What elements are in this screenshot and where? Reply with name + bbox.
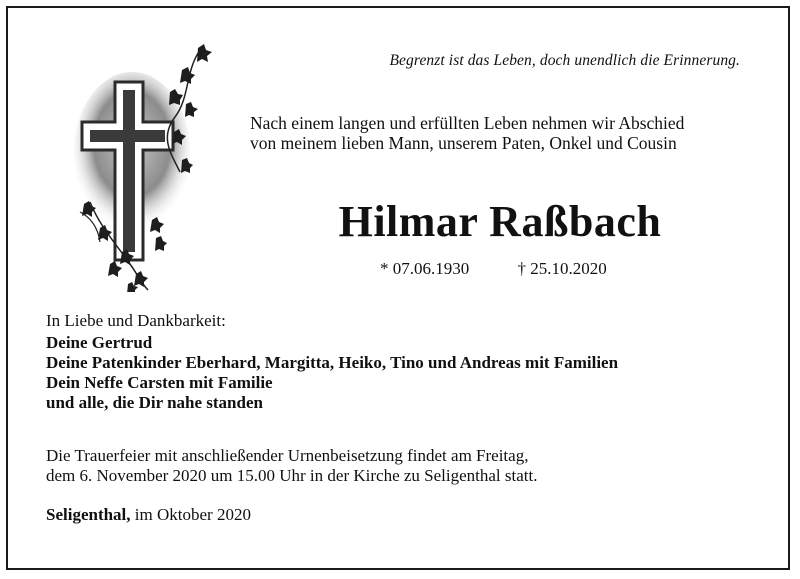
life-dates	[380, 259, 607, 279]
place-date: im Oktober 2020	[130, 505, 251, 524]
place-name: Seligenthal,	[46, 505, 131, 524]
motto-quote: Begrenzt ist das Leben, doch unendlich die Erinnerung.	[389, 52, 740, 69]
mourner-line: Deine Patenkinder Eberhard, Margitta, Heiko, Tino und Andreas mit Familien	[46, 353, 619, 372]
intro-line: Nach einem langen und erfüllten Leben nehmen wir Abschied	[250, 113, 685, 133]
mourner-line: Deine Gertrud	[46, 333, 153, 352]
place-and-date	[46, 505, 251, 525]
death-date: † 25.10.2020	[517, 259, 607, 278]
mourner-line: und alle, die Dir nahe standen	[46, 393, 263, 412]
birth-date: * 07.06.1930	[380, 259, 470, 278]
cross-with-ivy-icon	[70, 42, 220, 292]
intro-text	[250, 113, 770, 153]
deceased-name: Hilmar Raßbach	[338, 197, 662, 246]
mourner-line: Dein Neffe Carsten mit Familie	[46, 373, 273, 392]
funeral-service-info	[46, 446, 537, 486]
intro-line: von meinem lieben Mann, unserem Paten, Onkel und Cousin	[250, 133, 677, 153]
mourners-list	[46, 333, 618, 413]
service-line: Die Trauerfeier mit anschließender Urnenbeisetzung findet am Freitag,	[46, 446, 529, 465]
service-line: dem 6. November 2020 um 15.00 Uhr in der Kirche zu Seligenthal statt.	[46, 466, 538, 485]
thanks-line: In Liebe und Dankbarkeit:	[46, 311, 226, 330]
